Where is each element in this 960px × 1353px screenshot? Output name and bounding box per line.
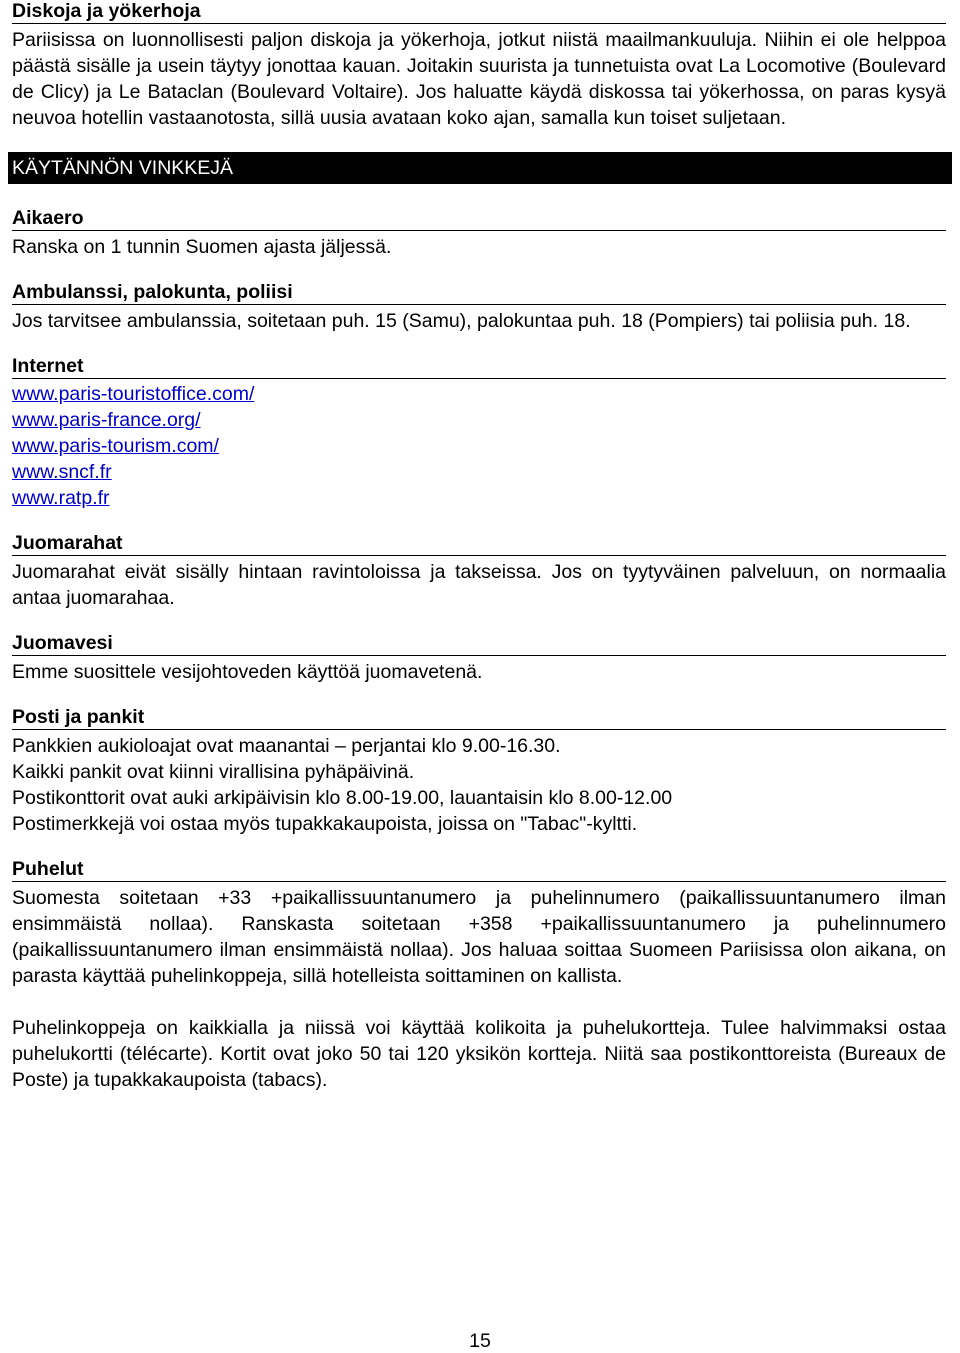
- section-text: Pariisissa on luonnollisesti paljon diskoja ja yökerhoja, jotkut niistä maailmankuuluja. Niihin ei ole helppoa päästä sisälle ja usein täytyy jonottaa kauan. Joitakin suurista ja tunnetuista ovat La Locomotive (Boulevard de Clicy) ja Le Bataclan (Boulevard Voltaire). Jos haluatte käydä diskossa tai yökerhossa, on paras kysyä neuvoa hotellin vastaanotosta, sillä uusia avataan koko ajan, samalla kun toiset suljetaan.: [12, 29, 946, 129]
- section-text: Ranska on 1 tunnin Suomen ajasta jäljessä.: [12, 236, 392, 258]
- section-title: Juomarahat: [12, 531, 946, 556]
- link-ratp[interactable]: www.ratp.fr: [12, 487, 110, 509]
- section-puhelut: [12, 857, 946, 1093]
- document-page: [12, 0, 946, 1093]
- section-juomavesi: [12, 631, 946, 685]
- link-sncf[interactable]: www.sncf.fr: [12, 461, 112, 483]
- section-title: Aikaero: [12, 206, 946, 231]
- link-paris-france[interactable]: www.paris-france.org/: [12, 409, 201, 431]
- section-line: Postimerkkejä voi ostaa myös tupakkakaupoista, joissa on "Tabac"-kyltti.: [12, 813, 638, 835]
- link-list: [12, 381, 946, 511]
- link-paris-tourism[interactable]: www.paris-tourism.com/: [12, 435, 219, 457]
- section-internet: [12, 354, 946, 511]
- section-text: Puhelinkoppeja on kaikkialla ja niissä voi käyttää kolikoita ja puhelukortteja. Tulee halvimmaksi ostaa puhelukortti (télécarte). Kortit ovat joko 50 tai 120 yksikön kortteja. Niitä saa postikonttoreista (Bureaux de Poste) ja tupakkakaupoista (tabacs).: [12, 1017, 946, 1091]
- section-line: Kaikki pankit ovat kiinni virallisina pyhäpäivinä.: [12, 761, 415, 783]
- section-diskot: [12, 0, 946, 131]
- section-title: Ambulanssi, palokunta, poliisi: [12, 280, 946, 305]
- section-juomarahat: [12, 531, 946, 611]
- section-title: Posti ja pankit: [12, 705, 946, 730]
- link-paris-touristoffice[interactable]: www.paris-touristoffice.com/: [12, 383, 255, 405]
- section-lines: [12, 733, 946, 837]
- section-aikaero: [12, 206, 946, 260]
- section-text: Juomarahat eivät sisälly hintaan ravintoloissa ja takseissa. Jos on tyytyväinen palveluun, on normaalia antaa juomarahaa.: [12, 561, 946, 609]
- section-line: Pankkien aukioloajat ovat maanantai – perjantai klo 9.00-16.30.: [12, 735, 561, 757]
- section-text: Emme suosittele vesijohtoveden käyttöä juomavetenä.: [12, 661, 483, 683]
- section-title: Internet: [12, 354, 946, 379]
- section-line: Postikonttorit ovat auki arkipäivisin klo 8.00-19.00, lauantaisin klo 8.00-12.00: [12, 787, 673, 809]
- section-title: Diskoja ja yökerhoja: [12, 0, 946, 24]
- section-title: Juomavesi: [12, 631, 946, 656]
- section-title: Puhelut: [12, 857, 946, 882]
- section-text: Jos tarvitsee ambulanssia, soitetaan puh. 15 (Samu), palokuntaa puh. 18 (Pompiers) tai poliisia puh. 18.: [12, 310, 911, 332]
- banner-kaytannon-vinkkeja: KÄYTÄNNÖN VINKKEJÄ: [8, 152, 952, 184]
- section-text: Suomesta soitetaan +33 +paikallissuuntanumero ja puhelinnumero (paikallissuuntanumero ilman ensimmäistä nollaa). Ranskasta soitetaan +358 +paikallissuuntanumero ja puhelinnumero (paikallissuuntanumero ilman ensimmäistä nollaa). Jos haluaa soittaa Suomeen Pariisissa olon aikana, on parasta käyttää puhelinkoppeja, sillä hotelleista soittaminen on kallista.: [12, 887, 946, 987]
- section-posti-pankit: [12, 705, 946, 837]
- page-number: 15: [469, 1330, 491, 1352]
- section-emergency: [12, 280, 946, 334]
